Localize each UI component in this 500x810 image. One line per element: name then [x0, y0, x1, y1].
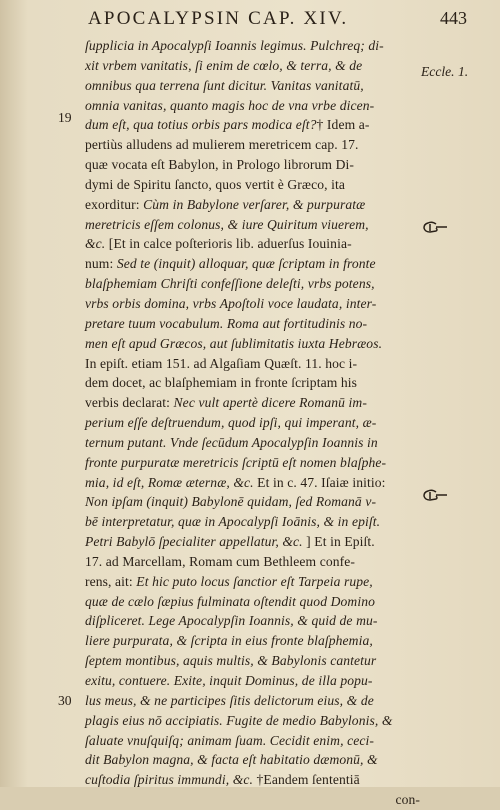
text-line: [85, 155, 420, 175]
text-line: [85, 731, 420, 751]
text-line: [85, 76, 420, 96]
text-line: [85, 195, 420, 215]
roman-segment: rens, ait:: [85, 573, 133, 589]
manicule-icon: [422, 219, 448, 235]
text-line: [85, 592, 420, 612]
roman-segment: exorditur:: [85, 196, 140, 212]
italic-segment: omnia vanitas, quanto magis hoc de vna vrbe dicen-: [85, 97, 375, 113]
margin-reference: Eccle. 1.: [421, 64, 469, 79]
italic-segment: diſpliceret. Lege Apocalypſin Ioannis, & quid de mu-: [85, 613, 378, 629]
text-line: [85, 433, 420, 453]
italic-segment: fronte purpuratæ meretricis ſcriptū eſt nomen blaſphe-: [85, 454, 387, 470]
italic-segment: pretare tuum vocabulum. Roma aut fortitudinis no-: [85, 315, 368, 331]
italic-segment: exitu, contuere. Exite, inquit Dominus, de illa popu-: [85, 673, 373, 688]
italic-segment: liere purpurata, & ſcripta in eius fronte blaſphemia,: [85, 633, 373, 649]
text-line: [85, 334, 420, 354]
italic-segment: bē interpretatur, quæ in Apocalypſi Ioānis, & in epiſt.: [85, 514, 381, 530]
italic-segment: dum eſt, qua totius orbis pars modica eſt?: [85, 117, 317, 133]
italic-segment: men eſt apud Græcos, aut ſublimitatis iuxta Hebræos.: [85, 335, 383, 351]
italic-segment: meretricis eſſem colonus, & iure Quiritum viuerem,: [85, 216, 369, 232]
italic-segment: blaſphemiam Chriſti confeſſione deleſti, vrbs potens,: [85, 276, 375, 292]
italic-segment: perium eſſe deſtruendum, quod ipſi, qui imperant, æ-: [85, 415, 377, 431]
text-line: [85, 254, 420, 274]
text-line: [85, 492, 420, 512]
italic-segment: Non ipſam (inquit) Babylonē quidam, ſed Romanā v-: [85, 494, 377, 510]
text-line: [85, 56, 420, 76]
text-line: [85, 750, 420, 770]
catchword: con-: [395, 792, 420, 808]
text-line: [85, 532, 420, 552]
italic-segment: plagis eius nō accipiatis. Fugite de medio Babylonis, &: [85, 712, 393, 728]
running-title: APOCALYPSIN CAP. XIV.: [88, 8, 349, 29]
italic-segment: ſupplicia in Apocalypſi Ioannis legimus. Pulchreq; di-: [85, 38, 384, 53]
text-line: [85, 96, 420, 116]
italic-segment: Sed te (inquit) alloquar, quæ ſcriptam in fronte: [113, 256, 376, 272]
text-line: [85, 770, 420, 790]
roman-segment: In epiſt. etiam 151. ad Algaſiam Quæſt. 11. hoc i-: [85, 355, 358, 371]
roman-segment: ] Et in Epiſt.: [302, 534, 375, 550]
main-text-block: [85, 36, 420, 810]
italic-segment: xit vrbem vanitatis, ſi enim de cœlo, & terra, & de: [85, 57, 363, 73]
text-line: [85, 473, 420, 493]
line-number-marker: 19: [58, 110, 72, 125]
text-line: [85, 691, 420, 711]
italic-segment: Nec vult apertè dicere Romanū im-: [170, 395, 367, 411]
roman-segment: [Et in calce poſterioris lib. aduerſus Iouinia-: [105, 236, 352, 252]
text-line: [85, 175, 420, 195]
roman-segment: verbis declarat:: [85, 395, 171, 411]
text-line: [85, 711, 420, 731]
text-line: [85, 671, 420, 691]
text-line: [85, 274, 420, 294]
roman-segment: dymi de Spiritu ſancto, quos vertit è Græco, ita: [85, 176, 346, 192]
italic-segment: vrbs orbis domina, vrbs Apoſtoli voce laudata, inter-: [85, 295, 377, 311]
roman-segment: † Idem a-: [316, 117, 370, 133]
text-line: [85, 651, 420, 671]
text-line: [85, 115, 420, 135]
italic-segment: ſaluate vnuſquiſq; animam ſuam. Cecidit enim, ceci-: [85, 732, 374, 748]
italic-segment: Cùm in Babylone verſarer, & purpuratæ: [139, 196, 366, 212]
text-line: [85, 453, 420, 473]
italic-segment: &c.: [85, 236, 106, 252]
text-line: [85, 413, 420, 433]
text-line: [85, 572, 420, 592]
italic-segment: omnibus qua terrena ſunt dicitur. Vanitas vanitatū,: [85, 77, 364, 93]
text-line: [85, 234, 420, 254]
page-number: 443: [440, 8, 467, 28]
roman-segment: quæ vocata eſt Babylon, in Prologo librorum Di-: [85, 157, 354, 173]
italic-segment: cuſtodia ſpiritus immundi, &c.: [85, 772, 254, 788]
text-line: [85, 354, 420, 374]
text-line: [85, 215, 420, 235]
text-line: [85, 314, 420, 334]
italic-segment: ſeptem montibus, aquis multis, & Babylonis cantetur: [85, 653, 377, 669]
page-header: [0, 8, 500, 34]
text-line: [85, 393, 420, 413]
italic-segment: lus meus, & ne participes ſitis delictorum eius, & de: [85, 692, 374, 708]
roman-segment: Et in c. 47. Iſaiæ initio:: [253, 474, 386, 490]
italic-segment: Petri Babylō ſpecialiter appellatur, &c.: [85, 534, 303, 550]
italic-segment: Et hic puto locus ſanctior eſt Tarpeia rupe,: [132, 573, 373, 589]
text-line: [85, 373, 420, 393]
text-line: [85, 611, 420, 631]
text-line: [85, 631, 420, 651]
roman-segment: †Eandem ſententiā: [253, 772, 360, 788]
roman-segment: pertiùs alludens ad mulierem meretricem cap. 17.: [85, 137, 359, 153]
roman-segment: dem docet, ac blaſphemiam in fronte ſcriptam his: [85, 375, 358, 391]
text-line: [85, 512, 420, 532]
roman-segment: num:: [85, 256, 114, 272]
text-line: [85, 36, 420, 56]
italic-segment: ternum putant. Vnde ſecūdum Apocalypſin Ioannis in: [85, 434, 378, 450]
manicule-icon: [422, 487, 448, 503]
line-number-marker: 30: [58, 693, 72, 708]
italic-segment: dit Babylon magna, & facta eſt habitatio dæmonū, &: [85, 752, 378, 768]
roman-segment: 17. ad Marcellam, Romam cum Bethleem confe-: [85, 553, 356, 569]
italic-segment: quæ de cælo ſæpius fulminata oſtendit quod Domino: [85, 593, 375, 609]
text-line: [85, 552, 420, 572]
italic-segment: mia, id eſt, Romæ æternæ, &c.: [85, 474, 254, 490]
text-line: [85, 294, 420, 314]
text-line: [85, 135, 420, 155]
